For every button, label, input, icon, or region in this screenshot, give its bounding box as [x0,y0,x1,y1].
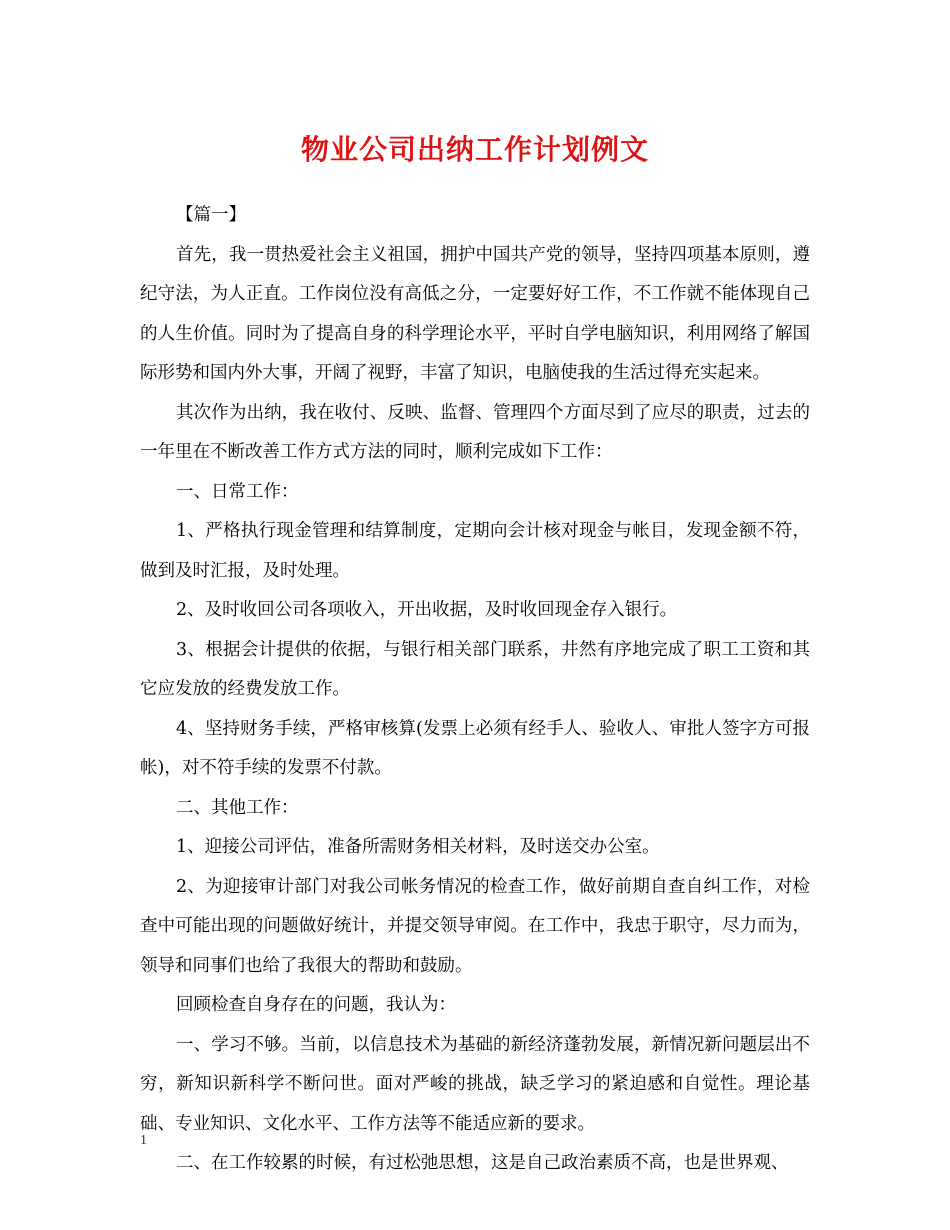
paragraph: 一、日常工作： [176,481,299,502]
paragraph: 4、坚持财务手续，严格审核算(发票上必须有经手人、验收人、审批人签字方可报帐)，对不符手续的发票不付款。 [140,718,810,778]
paragraph: 3、根据会计提供的依据，与银行相关部门联系，井然有序地完成了职工工资和其它应发放的经费发放工作。 [140,639,810,699]
paragraph: 1、迎接公司评估，准备所需财务相关材料，及时送交办公室。 [176,837,660,857]
paragraph: 首先，我一贯热爱社会主义祖国，拥护中国共产党的领导，坚持四项基本原则，遵纪守法，为人正直。工作岗位没有高低之分，一定要好好工作，不工作就不能体现自己的人生价值。同时为了提高自身的科学理论水平，平时自学电脑知识，利用网络了解国际形势和国内外大事，开阔了视野，丰富了知识，电脑使我的生活过得充实起来。 [140,244,810,383]
paragraph: 2、为迎接审计部门对我公司帐务情况的检查工作，做好前期自查自纠工作，对检查中可能出现的问题做好统计，并提交领导审阅。在工作中，我忠于职守，尽力而为，领导和同事们也给了我很大的帮助和鼓励。 [140,876,810,976]
paragraph: 二、其他工作： [176,797,299,818]
section-heading: 【篇一】 [176,205,246,225]
document-title: 物业公司出纳工作计划例文 [300,133,649,166]
page-number: 1 [140,1133,147,1148]
paragraph: 一、学习不够。当前，以信息技术为基础的新经济蓬勃发展，新情况新问题层出不穷，新知识新科学不断问世。面对严峻的挑战，缺乏学习的紧迫感和自觉性。理论基础、专业知识、文化水平、工作方法等不能适应新的要求。 [140,1034,810,1134]
document-body [140,196,810,1184]
paragraph: 2、及时收回公司各项收入，开出收据，及时收回现金存入银行。 [176,600,678,620]
paragraph: 1、严格执行现金管理和结算制度，定期向会计核对现金与帐目，发现金额不符，做到及时汇报，及时处理。 [140,521,810,581]
paragraph: 回顾检查自身存在的问题，我认为： [176,995,456,1015]
paragraph: 二、在工作较累的时候，有过松弛思想，这是自己政治素质不高，也是世界观、 [176,1153,789,1173]
paragraph: 其次作为出纳，我在收付、反映、监督、管理四个方面尽到了应尽的职责，过去的一年里在不断改善工作方式方法的同时，顺利完成如下工作： [140,402,810,462]
